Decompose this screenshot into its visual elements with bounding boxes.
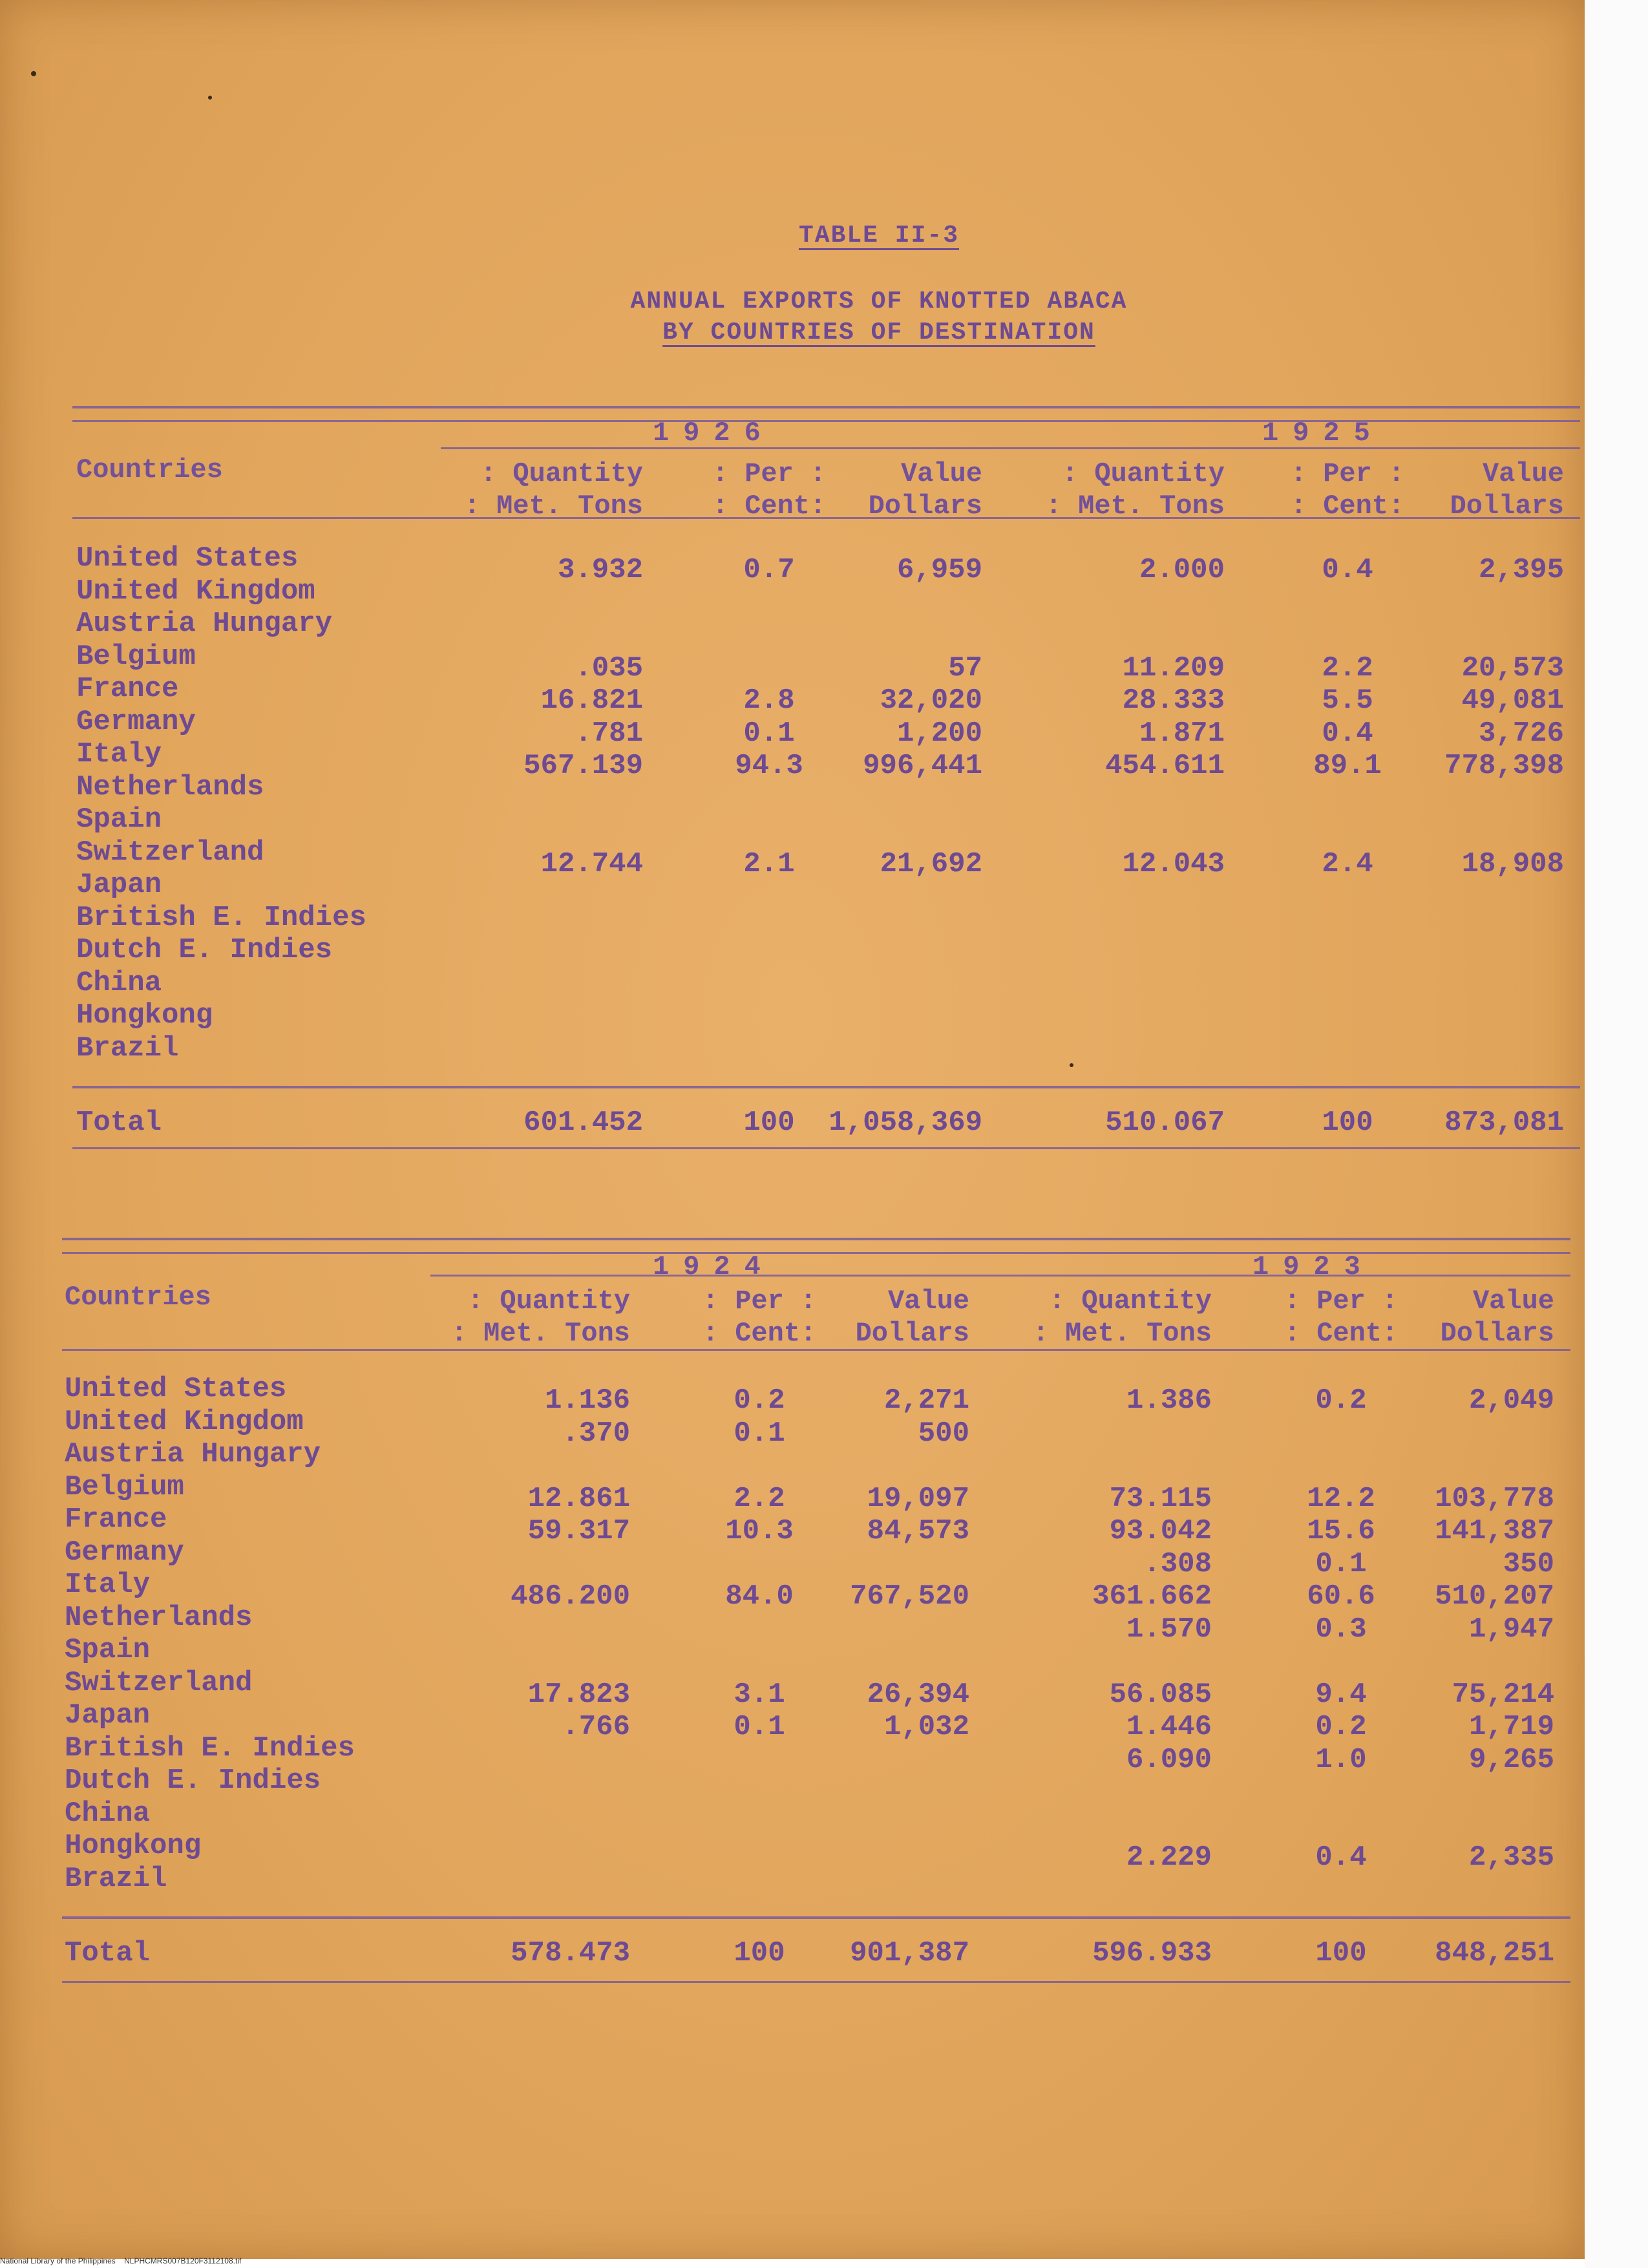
quantity-header: : Quantity	[480, 458, 643, 489]
country-label: Brazil	[76, 1032, 179, 1065]
country-label: Germany	[76, 705, 196, 738]
value-cell: 996,441	[863, 750, 982, 782]
quantity-header: : Met. Tons	[450, 1318, 630, 1349]
percent-cell: 0.1	[734, 1417, 785, 1450]
value-cell: 2,395	[1478, 554, 1564, 586]
country-label: Italy	[65, 1569, 151, 1601]
total-label: Total	[65, 1937, 151, 1969]
country-label: British E. Indies	[76, 901, 366, 934]
value-header: Dollars	[855, 1318, 969, 1349]
country-label: Germany	[65, 1536, 184, 1569]
percent-cell: 0.2	[1315, 1711, 1367, 1743]
percent-cell: 0.2	[1315, 1384, 1367, 1417]
percent-cell: 15.6	[1307, 1515, 1375, 1547]
percent-header: : Cent:	[712, 491, 827, 522]
country-label: Japan	[76, 869, 162, 901]
quantity-header: : Quantity	[1048, 1286, 1212, 1317]
percent-header: : Cent:	[1290, 491, 1405, 522]
quantity-cell: 454.611	[1105, 750, 1225, 782]
subtitle-line-2: BY COUNTRIES OF DESTINATION	[662, 319, 1095, 346]
percent-cell: 3.1	[734, 1678, 785, 1711]
value-header: Value	[1472, 1286, 1554, 1317]
percent-cell: 0.4	[1315, 1841, 1367, 1874]
country-label: United Kingdom	[65, 1405, 304, 1438]
percent-header: : Per :	[1284, 1286, 1399, 1317]
quantity-cell: .781	[575, 717, 643, 750]
country-label: Netherlands	[65, 1601, 253, 1634]
percent-cell: 2.2	[734, 1482, 785, 1515]
quantity-cell: 16.821	[540, 684, 643, 717]
quantity-cell: 2.000	[1139, 554, 1225, 586]
value-cell: 2,335	[1468, 1841, 1554, 1874]
quantity-cell: 56.085	[1109, 1678, 1212, 1711]
country-label: Austria Hungary	[76, 608, 333, 640]
percent-cell: 0.2	[734, 1384, 785, 1417]
quantity-cell: 3.932	[557, 554, 643, 586]
value-cell: 26,394	[867, 1678, 969, 1711]
quantity-header: : Met. Tons	[1045, 491, 1225, 522]
value-header: Value	[887, 1286, 969, 1317]
value-header: Dollars	[1450, 491, 1564, 522]
quantity-cell: .370	[562, 1417, 630, 1450]
quantity-cell: 361.662	[1092, 1580, 1212, 1613]
percent-cell: 0.7	[743, 554, 795, 586]
subtitle-line-1: ANNUAL EXPORTS OF KNOTTED ABACA	[630, 288, 1128, 315]
value-cell: 103,778	[1435, 1482, 1554, 1515]
country-label: Austria Hungary	[65, 1438, 321, 1470]
quantity-cell: 93.042	[1109, 1515, 1212, 1547]
country-label: Switzerland	[76, 836, 264, 869]
value-cell: 32,020	[880, 684, 982, 717]
value-cell: 1,947	[1468, 1613, 1554, 1646]
quantity-cell: .035	[575, 652, 643, 684]
value-cell: 6,959	[896, 554, 982, 586]
total-quantity: 578.473	[511, 1937, 630, 1969]
country-label: Hongkong	[76, 999, 213, 1032]
quantity-header: : Met. Tons	[1032, 1318, 1212, 1349]
total-quantity: 596.933	[1092, 1937, 1212, 1969]
value-cell: 500	[918, 1417, 969, 1450]
value-cell: 19,097	[867, 1482, 969, 1515]
value-cell: 2,049	[1468, 1384, 1554, 1417]
value-cell: 84,573	[867, 1515, 969, 1547]
value-cell: 9,265	[1468, 1743, 1554, 1776]
page-title: TABLE II-3	[798, 222, 960, 249]
table-rule	[62, 1238, 1570, 1240]
value-cell: 75,214	[1452, 1678, 1554, 1711]
percent-cell: 2.4	[1322, 847, 1373, 880]
percent-header: : Per :	[712, 458, 827, 489]
country-label: Switzerland	[65, 1666, 253, 1699]
value-cell: 1,032	[883, 1711, 969, 1743]
quantity-header: : Quantity	[1061, 458, 1225, 489]
value-cell: 2,271	[883, 1384, 969, 1417]
total-percent: 100	[1322, 1107, 1373, 1139]
percent-cell: 12.2	[1307, 1482, 1375, 1515]
value-header: Value	[1482, 458, 1564, 489]
percent-header: : Cent:	[702, 1318, 817, 1349]
table-rule	[72, 1147, 1580, 1149]
total-percent: 100	[734, 1937, 785, 1969]
country-label: France	[76, 673, 179, 705]
total-value: 873,081	[1444, 1107, 1564, 1139]
total-label: Total	[76, 1107, 162, 1139]
country-label: France	[65, 1503, 167, 1536]
country-label: United States	[65, 1373, 287, 1405]
year-label: 1925	[1262, 418, 1384, 449]
percent-cell: 2.1	[743, 847, 795, 880]
table-rule	[62, 1981, 1570, 1983]
quantity-header: : Met. Tons	[463, 491, 643, 522]
ink-speck	[1070, 1063, 1073, 1067]
total-value: 848,251	[1435, 1937, 1554, 1969]
quantity-cell: .766	[562, 1711, 630, 1743]
quantity-cell: 2.229	[1126, 1841, 1212, 1874]
quantity-cell: 567.139	[523, 750, 643, 782]
quantity-cell: 6.090	[1126, 1743, 1212, 1776]
value-cell: 767,520	[850, 1580, 969, 1613]
value-cell: 3,726	[1478, 717, 1564, 750]
quantity-cell: .308	[1143, 1547, 1212, 1580]
total-value: 1,058,369	[829, 1107, 982, 1139]
country-label: Dutch E. Indies	[65, 1765, 321, 1797]
country-label: Netherlands	[76, 770, 264, 803]
scan-footer: National Library of the Philippines NLPHCMRS007B120F3112108.tif	[0, 2256, 242, 2265]
value-header: Dollars	[1440, 1318, 1554, 1349]
value-cell: 1,719	[1468, 1711, 1554, 1743]
table-rule	[72, 1086, 1580, 1088]
country-label: Japan	[65, 1699, 151, 1732]
percent-header: : Cent:	[1284, 1318, 1399, 1349]
percent-cell: 89.1	[1313, 750, 1382, 782]
country-label: Belgium	[65, 1470, 184, 1503]
quantity-cell: 1.871	[1139, 717, 1225, 750]
quantity-cell: 73.115	[1109, 1482, 1212, 1515]
country-label: Brazil	[65, 1862, 167, 1895]
total-percent: 100	[743, 1107, 795, 1139]
value-header: Dollars	[868, 491, 982, 522]
percent-cell: 9.4	[1315, 1678, 1367, 1711]
value-cell: 778,398	[1444, 750, 1564, 782]
quantity-cell: 28.333	[1122, 684, 1225, 717]
country-label: Hongkong	[65, 1830, 202, 1862]
country-label: Belgium	[76, 640, 196, 673]
value-cell: 21,692	[880, 847, 982, 880]
percent-cell: 0.1	[734, 1711, 785, 1743]
value-cell: 510,207	[1435, 1580, 1554, 1613]
percent-header: : Per :	[702, 1286, 817, 1317]
percent-cell: 0.3	[1315, 1613, 1367, 1646]
percent-cell: 10.3	[725, 1515, 794, 1547]
table-rule	[72, 406, 1580, 408]
year-label: 1926	[653, 418, 775, 449]
value-cell: 20,573	[1461, 652, 1564, 684]
quantity-cell: 12.043	[1122, 847, 1225, 880]
table-rule	[62, 1916, 1570, 1919]
countries-header: Countries	[65, 1282, 211, 1313]
percent-cell: 2.2	[1322, 652, 1373, 684]
year-label: 1923	[1252, 1251, 1375, 1282]
country-label: Spain	[65, 1634, 151, 1666]
total-quantity: 601.452	[523, 1107, 643, 1139]
quantity-header: : Quantity	[467, 1286, 630, 1317]
country-label: Dutch E. Indies	[76, 934, 333, 966]
country-label: China	[76, 966, 162, 999]
quantity-cell: 1.570	[1126, 1613, 1212, 1646]
country-label: United Kingdom	[76, 575, 315, 608]
quantity-cell: 59.317	[527, 1515, 630, 1547]
percent-cell: 94.3	[735, 750, 803, 782]
quantity-cell: 1.136	[544, 1384, 630, 1417]
percent-header: : Per :	[1290, 458, 1405, 489]
value-cell: 57	[948, 652, 982, 684]
quantity-cell: 17.823	[527, 1678, 630, 1711]
quantity-cell: 12.744	[540, 847, 643, 880]
country-label: Spain	[76, 803, 162, 836]
value-cell: 49,081	[1461, 684, 1564, 717]
percent-cell: 1.0	[1315, 1743, 1367, 1776]
value-cell: 18,908	[1461, 847, 1564, 880]
country-label: United States	[76, 542, 299, 575]
total-percent: 100	[1315, 1937, 1367, 1969]
percent-cell: 0.4	[1322, 554, 1373, 586]
country-label: British E. Indies	[65, 1732, 355, 1765]
quantity-cell: 11.209	[1122, 652, 1225, 684]
year-label: 1924	[653, 1251, 775, 1282]
percent-cell: 0.1	[1315, 1547, 1367, 1580]
countries-header: Countries	[76, 454, 223, 485]
total-quantity: 510.067	[1105, 1107, 1225, 1139]
percent-cell: 60.6	[1307, 1580, 1375, 1613]
percent-cell: 5.5	[1322, 684, 1373, 717]
quantity-cell: 12.861	[527, 1482, 630, 1515]
value-cell: 141,387	[1435, 1515, 1554, 1547]
percent-cell: 84.0	[725, 1580, 794, 1613]
value-cell: 1,200	[896, 717, 982, 750]
percent-cell: 0.1	[743, 717, 795, 750]
country-label: Italy	[76, 738, 162, 770]
percent-cell: 2.8	[743, 684, 795, 717]
country-label: China	[65, 1797, 151, 1830]
ink-speck	[208, 96, 212, 100]
value-cell: 350	[1503, 1547, 1554, 1580]
ink-speck	[31, 71, 36, 76]
quantity-cell: 1.446	[1126, 1711, 1212, 1743]
value-header: Value	[900, 458, 982, 489]
table-rule	[62, 1349, 1570, 1351]
percent-cell: 0.4	[1322, 717, 1373, 750]
total-value: 901,387	[850, 1937, 969, 1969]
quantity-cell: 1.386	[1126, 1384, 1212, 1417]
quantity-cell: 486.200	[511, 1580, 630, 1613]
